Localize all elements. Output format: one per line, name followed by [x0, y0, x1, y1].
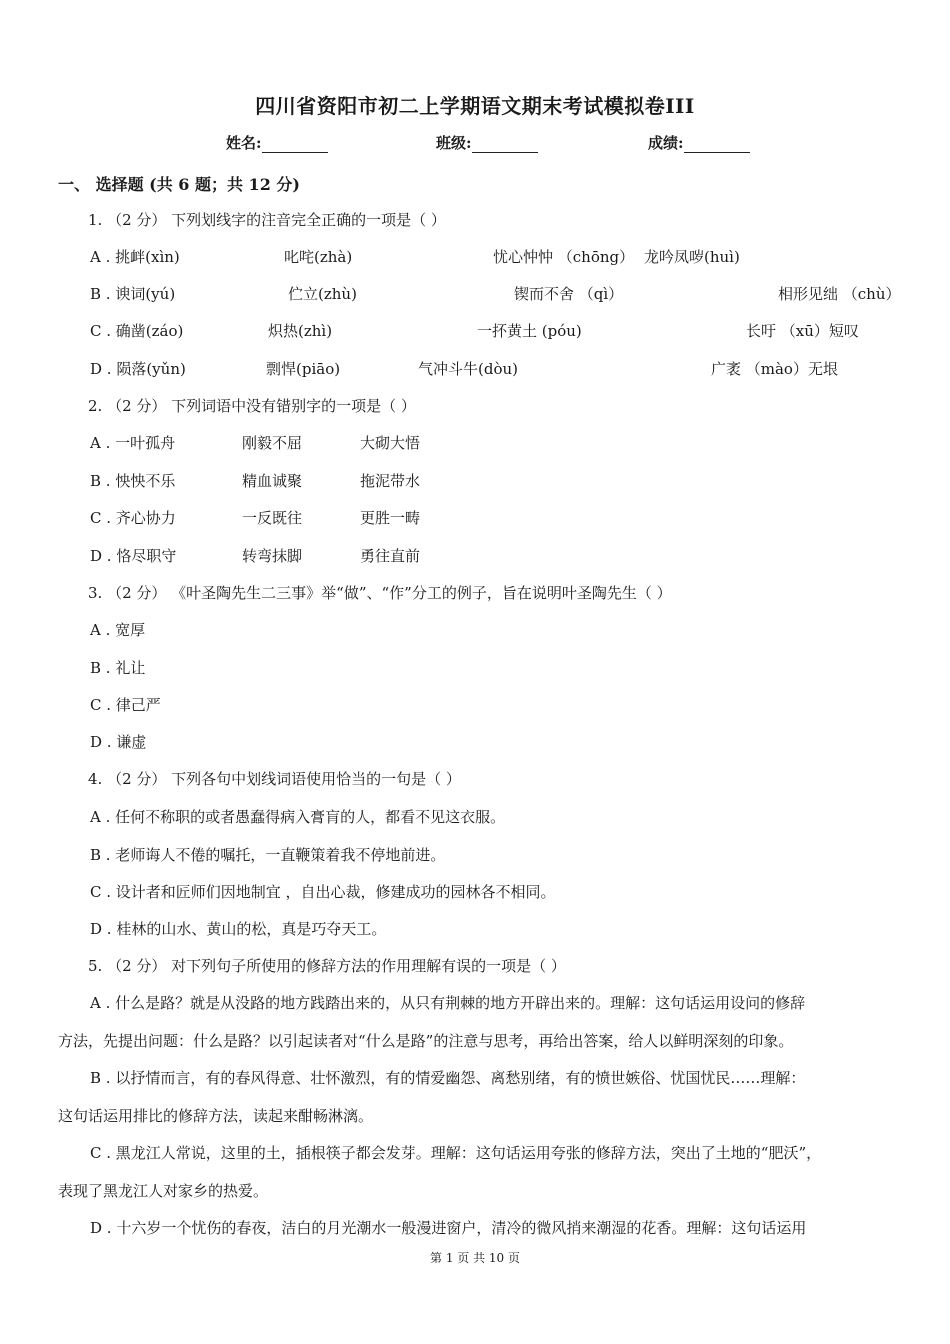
option-cell: C . 确凿(záo) [90, 322, 184, 340]
student-info-row [0, 132, 950, 156]
class-field [436, 132, 538, 153]
question-5-option-a-line1: A . 什么是路？就是从没路的地方践踏出来的，从只有荆棘的地方开辟出来的。理解：这句话运用设问的修辞 [90, 994, 806, 1012]
option-cell: 龙吟凤哕(huì) [644, 248, 740, 266]
option-cell: 精血诚聚 [242, 472, 303, 490]
name-field [226, 132, 328, 153]
question-3-stem: 3. （2 分） 《叶圣陶先生二三事》举“做”、“作”分工的例子，旨在说明叶圣陶先生（ ） [88, 584, 672, 602]
class-blank [472, 136, 538, 153]
option-cell: 广袤 （mào）无垠 [711, 360, 838, 378]
question-5-option-b-line1: B . 以抒情而言，有的春风得意、壮怀激烈，有的情爱幽怨、离愁别绪，有的愤世嫉俗、忧国忧民……理解： [90, 1069, 806, 1087]
option-cell: 一抔黄土 (póu) [477, 322, 582, 340]
option-cell: C . 齐心协力 [90, 509, 176, 527]
option-cell: 锲而不舍 （qì） [514, 285, 624, 303]
section-heading: 一、 选择题 (共 6 题；共 12 分) [58, 175, 300, 194]
option-cell: 相形见绌 （chù） [778, 285, 901, 303]
class-label: 班级: [436, 134, 472, 152]
option-cell: 勇往直前 [360, 547, 421, 565]
option-cell: D . 陨落(yǔn) [90, 360, 186, 378]
option-cell: A . 一叶孤舟 [90, 434, 176, 452]
option-cell: 气冲斗牛(dòu) [418, 360, 518, 378]
option-cell: 大砌大悟 [360, 434, 421, 452]
score-label: 成绩: [648, 134, 684, 152]
option-cell: A . 挑衅(xìn) [90, 248, 180, 266]
option-cell: 更胜一畴 [360, 509, 421, 527]
question-4-option-a: A . 任何不称职的或者愚蠢得病入膏肓的人，都看不见这衣服。 [90, 808, 506, 826]
question-5-option-d-line1: D . 十六岁一个忧伤的春夜，洁白的月光潮水一般漫进窗户，清冷的微风捎来潮湿的花香。理解：这句话运用 [90, 1219, 807, 1237]
question-2-stem: 2. （2 分） 下列词语中没有错别字的一项是（ ） [88, 397, 416, 415]
question-4-option-b: B . 老师诲人不倦的嘱托，一直鞭策着我不停地前进。 [90, 846, 446, 864]
question-1-stem: 1. （2 分） 下列划线字的注音完全正确的一项是（ ） [88, 211, 446, 229]
question-5-stem: 5. （2 分） 对下列句子所使用的修辞方法的作用理解有误的一项是（ ） [88, 957, 566, 975]
page-title: 四川省资阳市初二上学期语文期末考试模拟卷III [255, 94, 695, 118]
option-cell: 忧心忡忡 （chōng） [493, 248, 635, 266]
question-4-option-d: D . 桂林的山水、黄山的松，真是巧夺天工。 [90, 920, 387, 938]
score-blank [684, 136, 750, 153]
option-cell: 转弯抹脚 [242, 547, 303, 565]
option-cell: 伫立(zhù) [288, 285, 357, 303]
page-footer: 第 1 页 共 10 页 [430, 1251, 520, 1265]
question-4-stem: 4. （2 分） 下列各句中划线词语使用恰当的一句是（ ） [88, 770, 461, 788]
name-blank [262, 136, 328, 153]
question-5-option-c-line2: 表现了黑龙江人对家乡的热爱。 [58, 1182, 269, 1200]
question-3-option-c: C . 律己严 [90, 696, 161, 714]
option-cell: B . 怏怏不乐 [90, 472, 176, 490]
option-cell: 长吁 （xū）短叹 [746, 322, 859, 340]
question-5-option-b-line2: 这句话运用排比的修辞方法，读起来酣畅淋漓。 [58, 1107, 374, 1125]
question-3-option-a: A . 宽厚 [90, 621, 146, 639]
name-label: 姓名: [226, 134, 262, 152]
option-cell: 刚毅不屈 [242, 434, 303, 452]
option-cell: 拖泥带水 [360, 472, 421, 490]
option-cell: 剽悍(piāo) [266, 360, 341, 378]
option-cell: 炽热(zhì) [268, 322, 333, 340]
question-4-option-c: C . 设计者和匠师们因地制宜 ，自出心裁，修建成功的园林各不相同。 [90, 883, 556, 901]
question-3-option-b: B . 礼让 [90, 659, 146, 677]
question-5-option-a-line2: 方法，先提出问题：什么是路？以引起读者对“什么是路”的注意与思考，再给出答案，给人以鲜明深刻的印象。 [58, 1032, 794, 1050]
score-field [648, 132, 750, 153]
option-cell: 一反既往 [242, 509, 303, 527]
option-cell: 叱咤(zhà) [284, 248, 353, 266]
option-cell: D . 恪尽职守 [90, 547, 177, 565]
option-cell: B . 谀词(yú) [90, 285, 176, 303]
question-5-option-c-line1: C . 黑龙江人常说，这里的土，插根筷子都会发芽。理解：这句话运用夸张的修辞方法，突出了土地的“肥沃”， [90, 1144, 822, 1162]
question-3-option-d: D . 谦虚 [90, 733, 147, 751]
